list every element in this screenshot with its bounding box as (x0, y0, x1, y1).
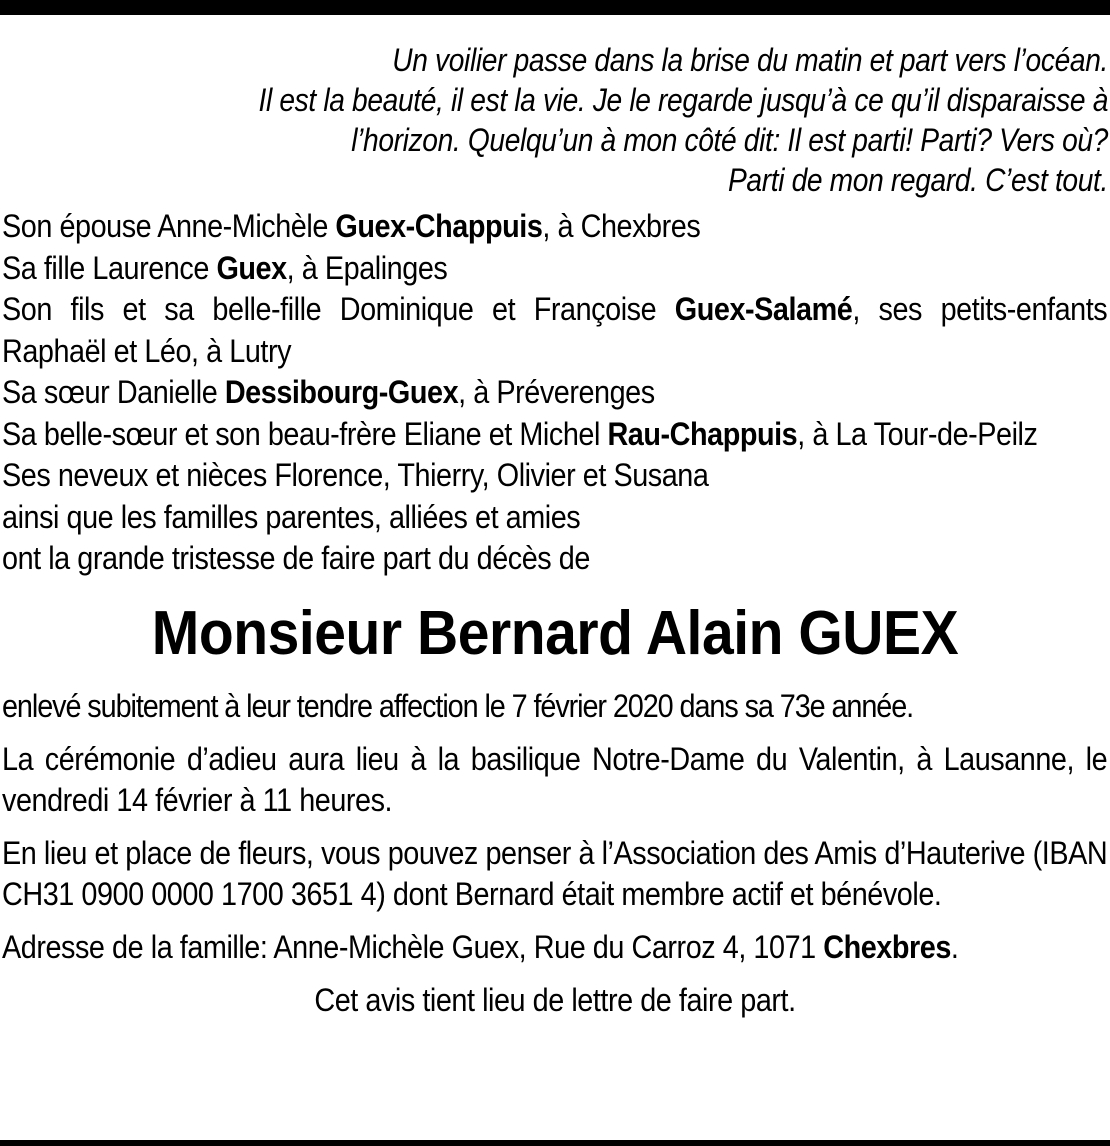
family-row-son: Son fils et sa belle-fille Dominique et Françoise Guex-Salamé, ses petits-enfants Raphaël et Léo, à Lutry (2, 291, 1108, 369)
poem-line: Parti de mon regard. C’est tout. (727, 162, 1108, 198)
family-surname: Dessibourg-Guex (224, 374, 459, 410)
family-surname: Guex-Salamé (674, 291, 853, 327)
address-town: Chexbres (823, 928, 951, 965)
poem-line: l’horizon. Quelqu’un à mon côté dit: Il est parti! Parti? Vers où? (351, 122, 1108, 158)
ceremony-paragraph: La cérémonie d’adieu aura lieu à la basilique Notre-Dame du Valentin, à Lausanne, le vendredi 14 février à 11 heures. (2, 740, 1108, 818)
poem-line: Il est la beauté, il est la vie. Je le regarde jusqu’à ce qu’il disparaisse à (258, 82, 1108, 118)
family-row-daughter: Sa fille Laurence Guex, à Epalinges (2, 249, 448, 286)
obituary-notice (2, 40, 1108, 1033)
family-row-sister: Sa sœur Danielle Dessibourg-Guex, à Préverenges (2, 374, 655, 410)
top-rule (0, 0, 1110, 15)
poem-line: Un voilier passe dans la brise du matin et part vers l’océan. (392, 42, 1108, 78)
family-row-relatives: ainsi que les familles parentes, alliées et amies (2, 498, 581, 535)
family-surname: Guex (216, 249, 287, 286)
deceased-name: Monsieur Bernard Alain GUEX (151, 598, 959, 668)
poem-quote (135, 40, 1108, 200)
closing-note: Cet avis tient lieu de lettre de faire part. (314, 981, 796, 1018)
family-row-in-laws: Sa belle-sœur et son beau-frère Eliane et Michel Rau-Chappuis, à La Tour-de-Peilz (2, 415, 1038, 452)
family-row-nephews: Ses neveux et nièces Florence, Thierry, Olivier et Susana (2, 457, 709, 493)
death-paragraph: enlevé subitement à leur tendre affection le 7 février 2020 dans sa 73e année. (2, 687, 914, 724)
family-surname: Rau-Chappuis (607, 415, 798, 452)
donation-paragraph: En lieu et place de fleurs, vous pouvez penser à l’Association des Amis d’Hauterive (IBAN CH31 0900 0000 1700 3651 4) dont Bernard était membre actif et bénévole. (2, 834, 1108, 912)
family-address: Adresse de la famille: Anne-Michèle Guex, Rue du Carroz 4, 1071 Chexbres. (2, 928, 959, 965)
family-list (2, 206, 1108, 580)
family-row-announcement: ont la grande tristesse de faire part du décès de (2, 540, 590, 576)
bottom-rule (0, 1140, 1110, 1146)
family-row-spouse: Son épouse Anne-Michèle Guex-Chappuis, à Chexbres (2, 208, 701, 244)
family-surname: Guex-Chappuis (335, 208, 543, 244)
